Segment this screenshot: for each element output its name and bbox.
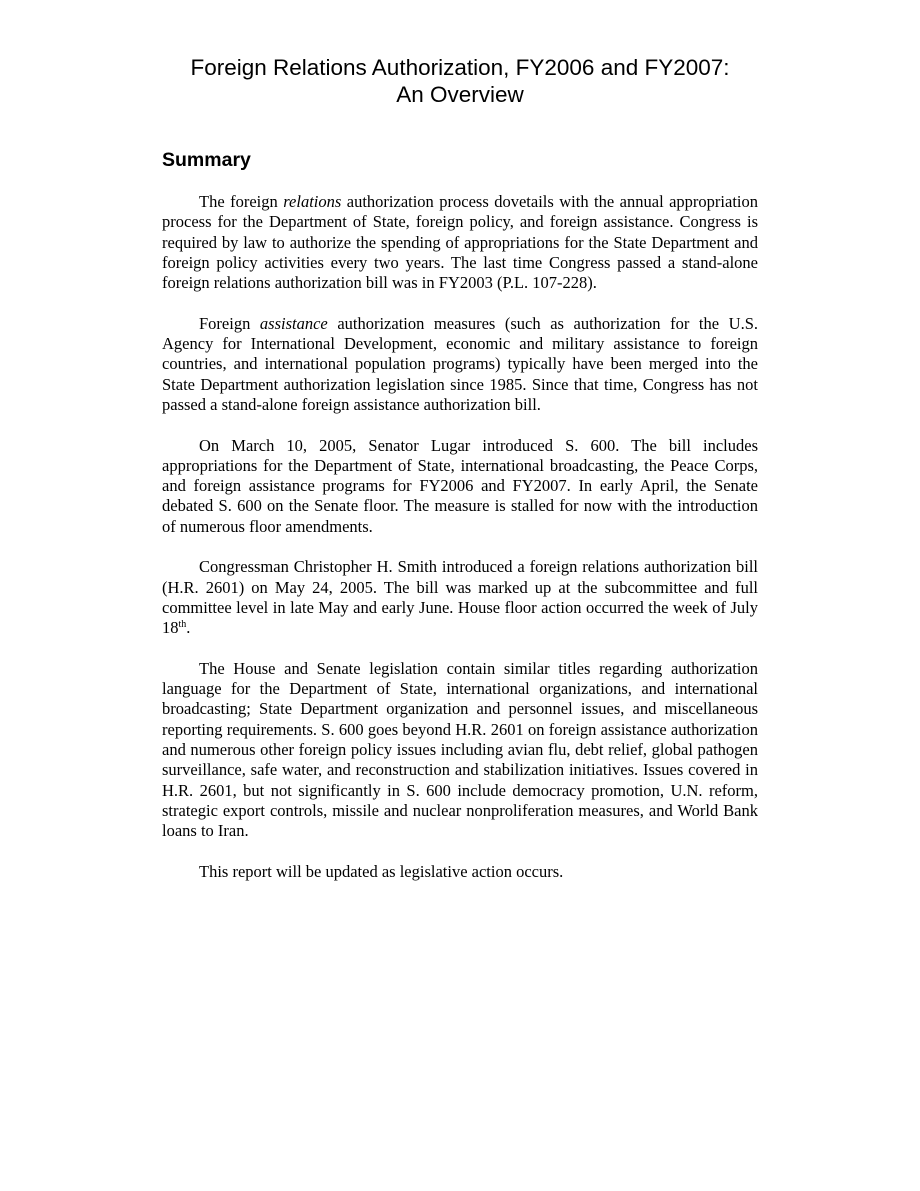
paragraph-2-emphasis: assistance — [259, 313, 328, 333]
document-title-line-2: An Overview — [396, 82, 524, 107]
paragraph-4-end: . — [186, 618, 191, 638]
paragraph-relations-authorization — [162, 192, 758, 293]
document-title-line-1: Foreign Relations Authorization, FY2006 and FY2007: — [190, 55, 730, 80]
paragraph-house-bill — [162, 557, 758, 638]
paragraph-1-emphasis: relations — [283, 192, 342, 211]
paragraph-update-note: This report will be updated as legislative action occurs. — [199, 861, 564, 881]
ordinal-superscript: th — [178, 619, 187, 631]
paragraph-1-text-end: authorization process dovetails with the annual appropriation process for the Department of State, foreign policy, and foreign assistance. Congress is required by law to authorize the spending of appropriations for the State Department and foreign policy activities every two years. The last time Congress passed a stand-alone foreign relations authorization bill was in FY2003 (P.L. 107-228). — [162, 192, 758, 293]
paragraph-assistance-authorization — [162, 314, 758, 415]
document-title — [100, 54, 820, 108]
paragraph-legislation-comparison: The House and Senate legislation contain similar titles regarding authorization language for the Department of State, international organizations, and international broadcasting; State Department organization and personnel issues, and miscellaneous reporting requirements. S. 600 goes beyond H.R. 2601 on foreign assistance authorization and numerous other foreign policy issues including avian flu, debt relief, global pathogen surveillance, safe water, and reconstruction and stabilization initiatives. Issues covered in H.R. 2601, but not significantly in S. 600 include democracy promotion, U.N. reform, strategic export controls, missile and nuclear nonproliferation measures, and World Bank loans to Iran. — [162, 658, 758, 841]
paragraph-2-text-end: authorization measures (such as authorization for the U.S. Agency for International Development, economic and military assistance to foreign countries, and international population programs) typically have been merged into the State Department authorization legislation since 1985. Since that time, Congress has not passed a stand-alone foreign assistance authorization bill. — [162, 313, 758, 414]
summary-heading: Summary — [162, 149, 251, 171]
paragraph-1-text-start: The foreign — [199, 192, 284, 211]
summary-body — [162, 192, 758, 882]
paragraph-2-text-start: Foreign — [199, 313, 260, 333]
paragraph-senate-bill: On March 10, 2005, Senator Lugar introduced S. 600. The bill includes appropriations for the Department of State, international broadcasting, the Peace Corps, and foreign assistance programs for FY2006 and FY2007. In early April, the Senate debated S. 600 on the Senate floor. The measure is stalled for now with the introduction of numerous floor amendments. — [162, 435, 758, 536]
paragraph-4-text: Congressman Christopher H. Smith introduced a foreign relations authorization bill (H.R. 2601) on May 24, 2005. The bill was marked up at the subcommittee and full committee level in late May and early June. House floor action occurred the week of July 18 — [162, 557, 758, 638]
